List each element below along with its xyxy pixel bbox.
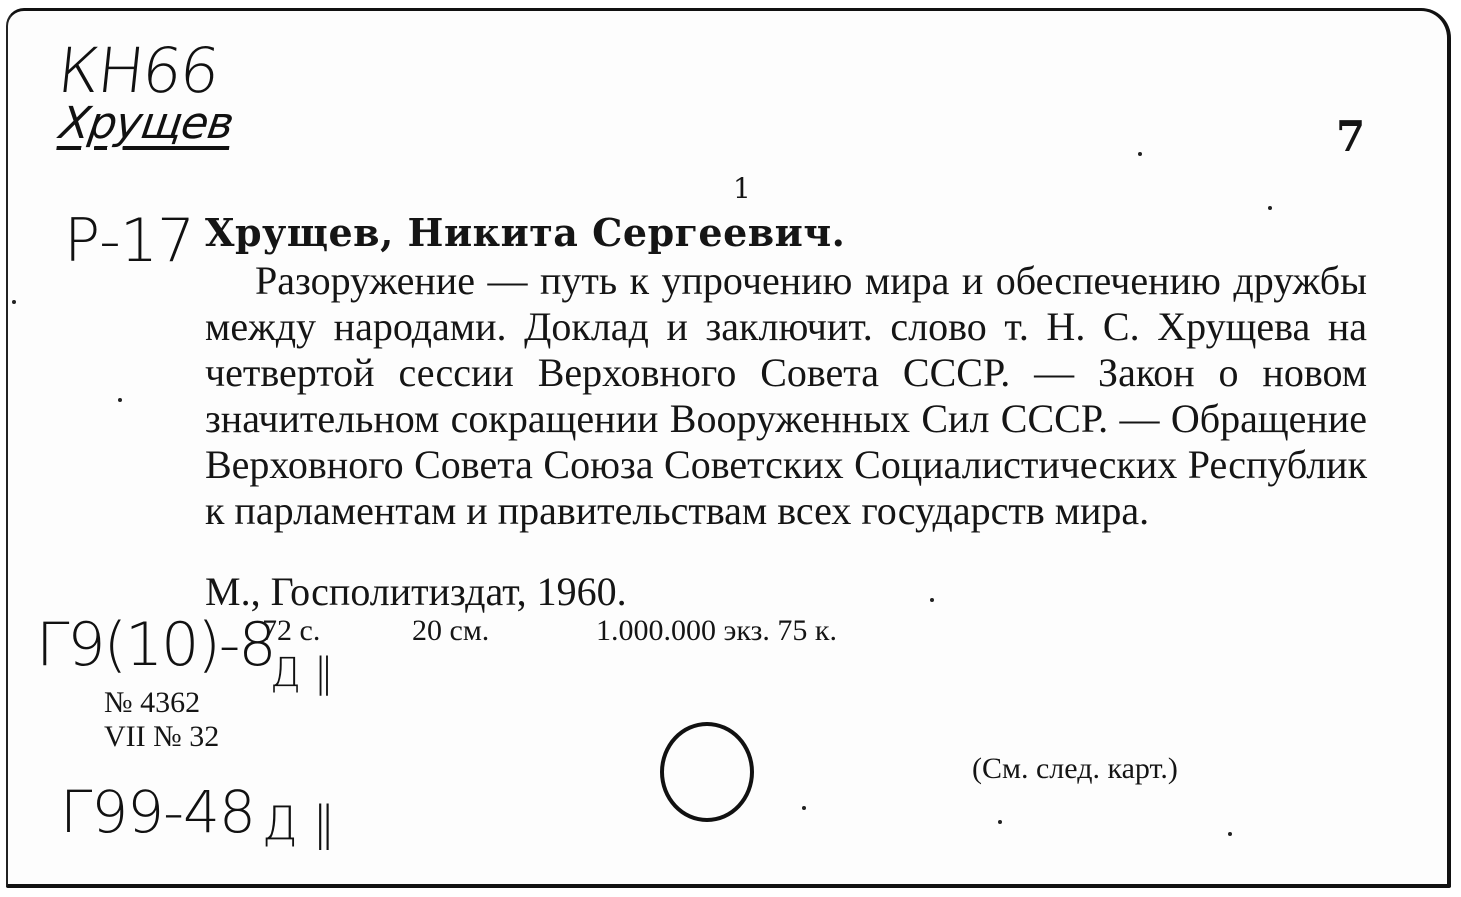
registry-volume: VII № 32 <box>104 720 220 753</box>
scan-speck <box>1138 152 1142 156</box>
scan-speck <box>930 598 934 602</box>
handwritten-bottom-code: Г99-48 <box>60 778 255 846</box>
tick-mark: 1 <box>733 172 751 205</box>
card-number: 7 <box>1336 112 1366 161</box>
scan-speck <box>1228 832 1232 836</box>
handwritten-classification-marks: Д ‖ <box>270 650 334 696</box>
scan-speck <box>1268 206 1272 210</box>
registry-number: № 4362 <box>104 686 201 719</box>
scan-speck <box>998 820 1002 824</box>
handwritten-bottom-marks: Д ‖ <box>262 796 336 850</box>
handwritten-record-number: Р-17 <box>64 206 195 276</box>
title-description: Разоружение — путь к упрочению мира и обеспечению дружбы между народами. Доклад и заключит. слово т. Н. С. Хрущева на четвертой сессии Верховного Совета СССР. — Закон о новом значительном сокращении Вооруженных Сил СССР. — Обращение Верховного Совета Союза Советских Социалистических Республик к парламентам и правительствам всех государств мира. <box>205 258 1367 533</box>
handwritten-classification: Г9(10)-8 <box>36 610 275 680</box>
handwritten-shelf-code: КН66 <box>54 34 222 107</box>
handwritten-author: Хрущев <box>56 98 237 149</box>
print-run-price: 1.000.000 экз. 75 к. <box>596 614 837 647</box>
imprint: М., Госполитиздат, 1960. <box>205 569 627 614</box>
scan-speck <box>802 806 806 810</box>
scan-speck <box>118 398 122 402</box>
author-heading: Хрущев, Никита Сергеевич. <box>205 210 846 255</box>
scan-speck <box>12 300 16 304</box>
continuation-note: (См. след. карт.) <box>972 752 1178 785</box>
size: 20 см. <box>412 614 490 647</box>
pages: 72 с. <box>262 614 321 647</box>
punch-hole <box>660 722 754 822</box>
